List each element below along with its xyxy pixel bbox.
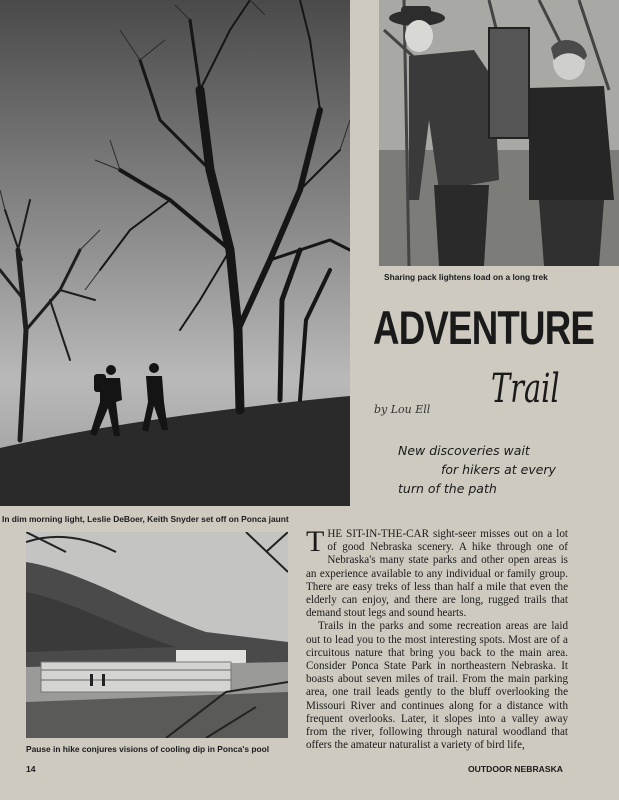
deck-line-2: for hikers at every [441,462,556,477]
drop-cap: T [306,528,325,558]
lead-caps: HE SIT-IN-THE-CAR [327,528,429,540]
pool-caption: Pause in hike conjures visions of cooling dip in Ponca's pool [26,744,270,754]
article-headline: ADVENTURE [373,301,595,354]
pool-photo [26,532,288,738]
publication-name: OUTDOOR NEBRASKA [468,764,564,774]
article-body [306,528,568,754]
pack-sharing-caption: Sharing pack lightens load on a long trek [384,272,548,282]
hikers-silhouette-caption: In dim morning light, Leslie DeBoer, Keith Snyder set off on Ponca jaunt [2,514,289,524]
pack-sharing-photo [379,0,619,266]
deck-line-3: turn of the path [398,481,497,496]
hikers-silhouette-photo [0,0,350,506]
page-number: 14 [26,764,36,774]
byline: by Lou Ell [374,403,431,416]
deck-line-1: New discoveries wait [398,443,530,458]
paragraph-1 [306,528,568,620]
paragraph-1-text: sight-seer misses out on a lot of good Nebraska scenery. A hike through one of Nebraska's many state parks and other open areas is an experience available to any individual or family group. There are easy treks of less than half a mile that even the elderly can enjoy, and there are long, rugged trails that demand stout legs and sound hearts. [306,528,568,620]
article-headline-script: Trail [491,366,560,412]
paragraph-2: Trails in the parks and some recreation areas are laid out to lead you to the most interesting spots. Most are of a circuitous nature that bring you back to the main area. Consider Ponca State Park in northeastern Nebraska. It boasts about seven miles of trail. From the main parking area, one trail leads gently to the bluff overlooking the Missouri River and continues along for a distance with frequent overlooks. Later, it slopes into a valley away from the river, following through natural woodland that offers the amateur naturalist a variety of bird life, [306,620,568,752]
